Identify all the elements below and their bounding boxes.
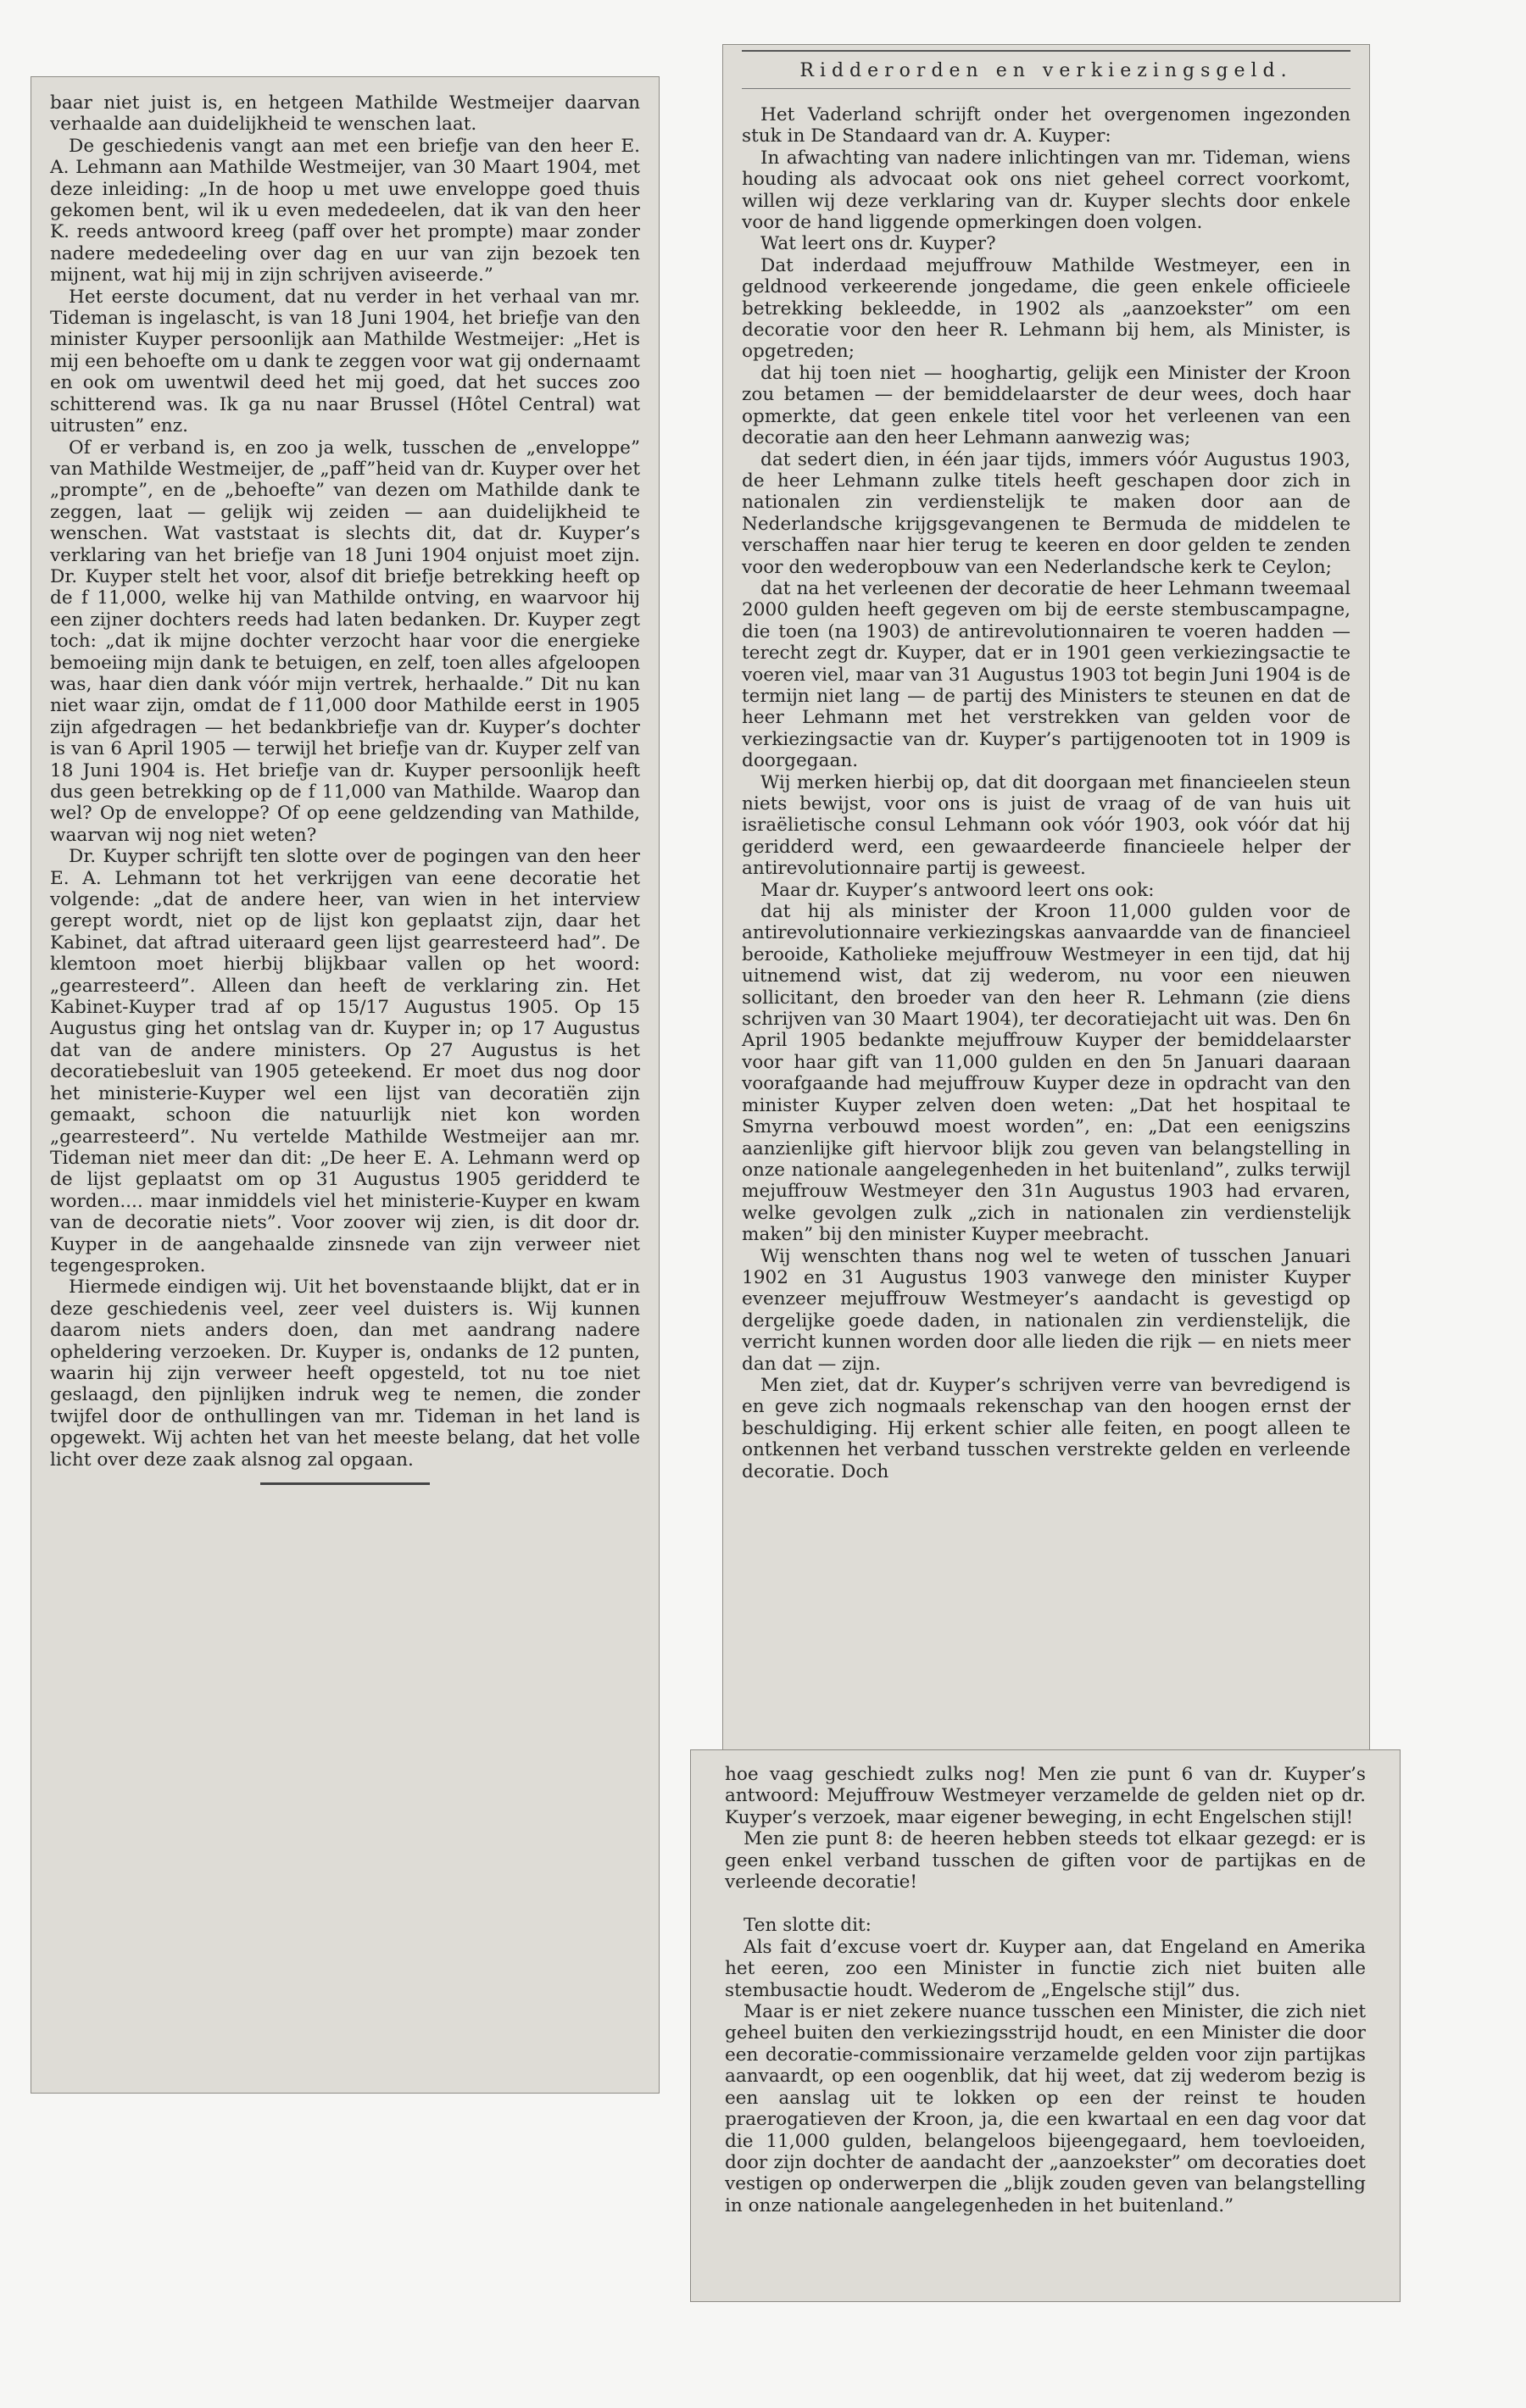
continuation-paragraph-5: Maar is er niet zekere nuance tusschen een Minister, die zich niet geheel buiten den verkiezingsstrijd houdt, en een Minister die door een decoratie-commissionaire verzamelde gelden voor zijn partijkas aanvaardt, op een oogenblik, dat hij weet, dat zij wederom bezig is een aanslag uit te lokken op een der reinst te houden praerogatieven der Kroon, ja, die een kwartaal en een dag voor dat die 11,000 gulden, belangeloos bijeengegaard, hem toevloeiden, door zijn dochter de aandacht der „aanzoekster” om decoraties doet vestigen op onderwerpen die „blijk zouden geven van belangstelling in onze nationale aangelegenheden in het buitenland.” <box>725 2001 1366 2216</box>
right-paragraph-9: Maar dr. Kuyper’s antwoord leert ons ook: <box>760 879 1155 901</box>
left-paragraph-2: De geschiedenis vangt aan met een briefje van den heer E. A. Lehmann aan Mathilde Westmeijer, van 30 Maart 1904, met deze inleiding: „In de hoop u met uwe enveloppe goed thuis gekomen bent, wil ik u even mededeelen, dat ik van den heer K. reeds antwoord kreeg (paff over het prompte) maar zonder nadere mededeeling over dag en uur van zijn bezoek ten mijnent, wat hij mij in zijn schrijven aviseerde.” <box>50 135 640 286</box>
left-paragraph-4: Of er verband is, en zoo ja welk, tusschen de „enveloppe” van Mathilde Westmeijer, de „paff”heid van dr. Kuyper over het „prompte”, en de „behoefte” van dezen om Mathilde dank te zeggen, laat — gelijk wij zeiden — aan duidelijkheid te wenschen. Wat vaststaat is slechts dit, dat dr. Kuyper’s verklaring van het briefje van 18 Juni 1904 onjuist moet zijn. Dr. Kuyper stelt het voor, alsof dit briefje betrekking heeft op de f 11,000, welke hij van Mathilde ontving, en waarvoor hij een zijner dochters reeds had laten bedanken. Dr. Kuyper zegt toch: „dat ik mijne dochter verzocht haar voor die energieke bemoeiing mijn dank te betuigen, en zelf, toen alles afgeloopen was, haar dien dank vóór mijn vertrek, herhaalde.” Dit nu kan niet waar zijn, omdat de f 11,000 door Mathilde eerst in 1905 zijn afgedragen — het bedankbriefje van dr. Kuyper’s dochter is van 6 April 1905 — terwijl het briefje van dr. Kuyper zelf van 18 Juni 1904 is. Het briefje van dr. Kuyper persoonlijk heeft dus geen betrekking op de f 11,000 van Mathilde. Waarop dan wel? Op de enveloppe? Of op eene geldzending van Mathilde, waarvan wij nog niet weten? <box>50 437 641 846</box>
right-paragraph-4: Dat inderdaad mejuffrouw Mathilde Westmeyer, een in geldnood verkeerende jongedame, die geen enkele officieele betrekking bekleedde, in 1902 als „aanzoekster” om een decoratie voor den heer R. Lehmann bij hem, als Minister, is opgetreden; <box>742 254 1351 363</box>
right-paragraph-10: dat hij als minister der Kroon 11,000 gulden voor de antirevolutionnaire verkiezingskas aanvaardde van de financieel berooide, Katholieke mejuffrouw Westmeyer in een tijd, dat hij uitnemend wist, dat zij wederom, nu voor een nieuwen sollicitant, den broeder van den heer R. Lehmann (zie diens schrijven van 30 Maart 1904), ter decoratiejacht uit was. Den 6n April 1905 bedankte mejuffrouw Kuyper der bemiddelaarster voor haar gift van 11,000 gulden en den 5n Januari daaraan voorafgaande had mejuffrouw Kuyper deze in opdracht van den minister Kuyper zelven doen weten: „Dat het hospitaal te Smyrna verbouwd moest worden”, en: „Dat een eenigszins aanzienlijke gift hiervoor blijk zou geven van belangstelling in onze nationale aangelegenheden in het buitenland”, zulks terwijl mejuffrouw Westmeyer den 31n Augustus 1903 had ervaren, welke gevolgen zulk „zich in nationalen zin verdienstelijk maken” bij den minister Kuyper meebracht. <box>742 901 1351 1246</box>
right-paragraph-8: Wij merken hierbij op, dat dit doorgaan met financieelen steun niets bewijst, voor ons is juist de vraag of de van huis uit israëlietische consul Lehmann ook vóór 1903, ook vóór dat hij geridderd werd, een gewaardeerde financieele helper der antirevolutionnaire partij is geweest. <box>742 771 1351 880</box>
right-paragraph-5: dat hij toen niet — hooghartig, gelijk een Minister der Kroon zou betamen — der bemiddelaarster de deur wees, doch haar opmerkte, dat geen enkele titel voor het verleenen van een decoratie aan den heer Lehmann aanwezig was; <box>742 362 1351 449</box>
continuation-paragraph-4: Als fait d’excuse voert dr. Kuyper aan, dat Engeland en Amerika het eeren, zoo een Minister in functie zich niet buiten alle stembusactie houdt. Wederom de „Engelsche stijl” dus. <box>725 1936 1366 2001</box>
right-paragraph-6: dat sedert dien, in één jaar tijds, immers vóór Augustus 1903, de heer Lehmann zulke titels heeft geschapen door zich in nationalen zin verdienstelijk te maken door aan de Nederlandsche krijgsgevangenen te Bermuda de middelen te verschaffen naar hier terug te keeren en door gelden te zenden voor den wederopbouw van een Nederlandsche kerk te Ceylon; <box>742 448 1351 578</box>
continuation-paragraph-2: Men zie punt 8: de heeren hebben steeds tot elkaar gezegd: er is geen enkel verband tusschen de giften voor de partijkas en de verleende decoratie! <box>725 1828 1366 1894</box>
right-paragraph-7: dat na het verleenen der decoratie de heer Lehmann tweemaal 2000 gulden heeft gegeven om bij de eerste stembuscampagne, die toen (na 1903) de antirevolutionnairen te voeren hadden — terecht zegt dr. Kuyper, dat er in 1901 geen verkiezingsactie te voeren viel, maar van 31 Augustus 1903 tot begin Juni 1904 is de termijn niet lang — de partij des Ministers te steunen en dat de heer Lehmann met het verstrekken van gelden voor de verkiezingsactie van dr. Kuyper’s partijgenooten tot in 1909 is doorgegaan. <box>742 577 1351 772</box>
left-column-clipping <box>31 76 660 2094</box>
continuation-paragraph-3: Ten slotte dit: <box>744 1915 872 1937</box>
right-paragraph-3: Wat leert ons dr. Kuyper? <box>760 233 996 255</box>
left-paragraph-6: Hiermede eindigen wij. Uit het bovenstaande blijkt, dat er in deze geschiedenis veel, zeer veel duisters is. Wij kunnen daarom niets anders doen, dan met aandrang nadere opheldering verzoeken. Dr. Kuyper is, ondanks de 12 punten, waarin hij zijn verweer heeft opgesteld, tot nu toe niet geslaagd, den pijnlijken indruk weg te nemen, die zonder twijfel door de onthullingen van mr. Tideman in het land is opgewekt. Wij achten het van het meeste belang, dat het volle licht over deze zaak alsnog zal opgaan. <box>50 1276 640 1471</box>
right-paragraph-1: Het Vaderland schrijft onder het overgenomen ingezonden stuk in De Standaard van dr. A. Kuyper: <box>742 104 1351 147</box>
left-paragraph-1: baar niet juist is, en hetgeen Mathilde Westmeijer daarvan verhaalde aan duidelijkheid te wenschen laat. <box>50 92 640 136</box>
end-rule <box>260 1482 430 1485</box>
right-top-clipping <box>722 44 1370 1756</box>
right-paragraph-11: Wij wenschten thans nog wel te weten of tusschen Januari 1902 en 31 Augustus 1903 vanwege den minister Kuyper evenzeer mejuffrouw Westmeyer’s aandacht is gevestigd op dergelijke goede daden, in nationalen zin verdienstelijk, die verricht kunnen worden door alle lieden die rijk — en niets meer dan dat — zijn. <box>742 1245 1351 1375</box>
right-paragraph-12: Men ziet, dat dr. Kuyper’s schrijven verre van bevredigend is en geve zich nogmaals rekenschap van den hoogen ernst der beschuldiging. Hij erkent schier alle feiten, en poogt alleen te ontkennen het verband tusschen verstrekte gelden en verleende decoratie. Doch <box>742 1374 1351 1482</box>
continuation-paragraph-1: hoe vaag geschiedt zulks nog! Men zie punt 6 van dr. Kuyper’s antwoord: Mejuffrouw Westmeyer verzamelde de gelden niet op dr. Kuyper’s verzoek, maar eigener beweging, in echt Engelschen stijl! <box>725 1764 1366 1828</box>
article-heading: Ridderorden en verkiezingsgeld. <box>742 50 1351 89</box>
left-paragraph-3: Het eerste document, dat nu verder in het verhaal van mr. Tideman is ingelascht, is van 18 Juni 1904, het briefje van den minister Kuyper persoonlijk aan Mathilde Westmeijer: „Het is mij een behoefte om u dank te zeggen voor wat gij ondernaamt en ook om uwentwil deed het mij goed, dat het succes zoo schitterend was. Ik ga nu naar Brussel (Hôtel Central) wat uitrusten” enz. <box>50 286 640 437</box>
left-paragraph-5: Dr. Kuyper schrijft ten slotte over de pogingen van den heer E. A. Lehmann tot het verkrijgen van eene decoratie het volgende: „dat de andere heer, van wien in het interview gerept wordt, niet op de lijst kon geplaatst zijn, daar het Kabinet, dat aftrad uiteraard geen lijst gearresteerd had”. De klemtoon moet hierbij blijkbaar vallen op het woord: „gearresteerd”. Alleen dan heeft de verklaring zin. Het Kabinet-Kuyper trad af op 15/17 Augustus 1905. Op 15 Augustus ging het ontslag van dr. Kuyper in; op 17 Augustus dat van de andere ministers. Op 27 Augustus is het decoratiebesluit van 1905 geteekend. Er moet dus nog door het ministerie-Kuyper wel een lijst van decoratiën zijn gemaakt, schoon die natuurlijk niet kon worden „gearresteerd”. Nu vertelde Mathilde Westmeijer aan mr. Tideman niet meer dan dit: „De heer E. A. Lehmann werd op de lijst geplaatst om op 31 Augustus 1905 geridderd te worden.... maar inmiddels viel het ministerie-Kuyper en kwam van de decoratie niets”. Voor zoover wij zien, is dit door dr. Kuyper in de aangehaalde zinsnede van zijn verweer niet tegengesproken. <box>50 846 640 1276</box>
right-bottom-clipping <box>690 1749 1401 2302</box>
right-paragraph-2: In afwachting van nadere inlichtingen van mr. Tideman, wiens houding als advocaat ook ons niet geheel correct voorkomt, willen wij deze verklaring van dr. Kuyper slechts door enkele voor de hand liggende opmerkingen doen volgen. <box>742 147 1351 234</box>
